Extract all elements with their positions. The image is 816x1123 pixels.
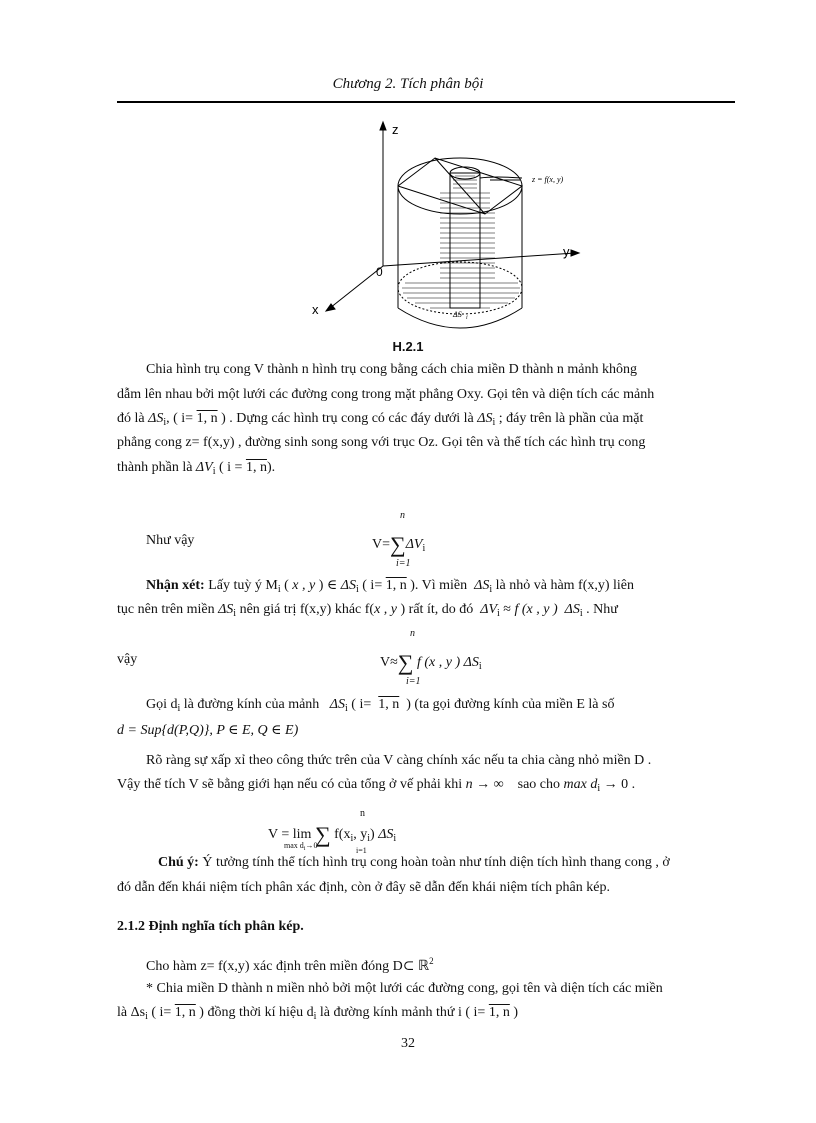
remark-line1: Nhận xét: Lấy tuỳ ý $M_i$ ( x , y ) ∈ $\Delta S_i$ ( i= 1, n ). Vì miền $\Delta S_i$ là nhỏ và hàm f(x,y) liên bbox=[146, 578, 635, 595]
eq1-label: Như vậy bbox=[146, 533, 195, 548]
eq2-label: vậy bbox=[117, 652, 138, 667]
page-header: Chương 2. Tích phân bội bbox=[332, 76, 484, 92]
y-axis-label: y bbox=[563, 244, 570, 259]
para1-line2: dẫm lên nhau bởi một lưới các đường cong trong mặt phẳng Oxy. Gọi tên và diện tích các mảnh bbox=[117, 387, 655, 402]
z-axis-label: z bbox=[392, 122, 399, 137]
para4-line1: Rõ ràng sự xấp xỉ theo công thức trên của V càng chính xác nếu ta chia càng nhỏ miền D . bbox=[146, 753, 652, 768]
z-axis-arrow bbox=[380, 122, 386, 130]
para1-line5: thành phần là $\Delta V_i$ ( i = 1, n). bbox=[117, 460, 276, 477]
note-line1: Chú ý: Ý tưởng tính thể tích hình trụ cong hoàn toàn như tính diện tích hình thang cong , ở bbox=[158, 855, 670, 870]
y-axis bbox=[383, 253, 575, 266]
para1-line4: phẳng cong z= f(x,y) , đường sinh song song với trục Oz. Gọi tên và thể tích các hình trụ cong bbox=[117, 435, 646, 450]
x-axis-label: x bbox=[312, 302, 319, 317]
def-line2: * Chia miền D thành n miền nhỏ bởi một lưới các đường cong, gọi tên và diện tích các miền bbox=[146, 981, 663, 996]
para1-line3: đó là $\Delta S_i$, ( i= 1, n ) . Dựng các hình trụ cong có các đáy dưới là $\Delta S_i$ ; đáy trên là phần của mặt bbox=[117, 411, 644, 428]
cylinder-figure bbox=[290, 118, 610, 330]
y-axis-arrow bbox=[571, 250, 579, 256]
cell-label-sub: i bbox=[466, 315, 468, 321]
para3-line1: Gọi $d_i$ là đường kính của mảnh $\Delta S_i$ ( i= 1, n ) (ta gọi đường kính của miền E là số bbox=[146, 697, 615, 714]
para1-line1: Chia hình trụ cong V thành n hình trụ cong bằng cách chia miền D thành n mảnh không bbox=[146, 362, 637, 377]
para3-formula: d = Sup{d(P,Q)}, P ∈ E, Q ∈ E) bbox=[117, 723, 299, 738]
page-number: 32 bbox=[401, 1036, 415, 1051]
surface-label: z = f(x, y) bbox=[532, 175, 564, 184]
header-rule bbox=[117, 101, 735, 103]
para4-line2: Vậy thể tích V sẽ bằng giới hạn nếu có của tổng ở vế phải khi n → ∞ sao cho $\max d_i \to 0$ . bbox=[117, 777, 636, 794]
cell-label: ΔS bbox=[453, 310, 462, 319]
section-title: 2.1.2 Định nghĩa tích phân kép. bbox=[117, 919, 304, 934]
def-line1: Cho hàm z= f(x,y) xác định trên miền đóng D⊂ ℝ$^2$ bbox=[146, 956, 434, 974]
note-line2: đó dẫn đến khái niệm tích phân xác định, còn ở đây sẽ dẫn đến khái niệm tích phân kép. bbox=[117, 880, 610, 895]
origin-label: 0 bbox=[376, 265, 383, 279]
remark-line2: tục nên trên miền $\Delta S_i$ nên giá trị f(x,y) khác f(x , y ) rất ít, do đó $\Delta V_i \approx f$ (x , y ) $\Delta S_i$ . Như bbox=[117, 602, 618, 619]
def-line3: là $\Delta s_i$ ( i= 1, n ) đồng thời kí hiệu $d_i$ là đường kính mảnh thứ i ( i= 1, n ) bbox=[117, 1005, 518, 1022]
figure-caption: H.2.1 bbox=[392, 339, 424, 354]
